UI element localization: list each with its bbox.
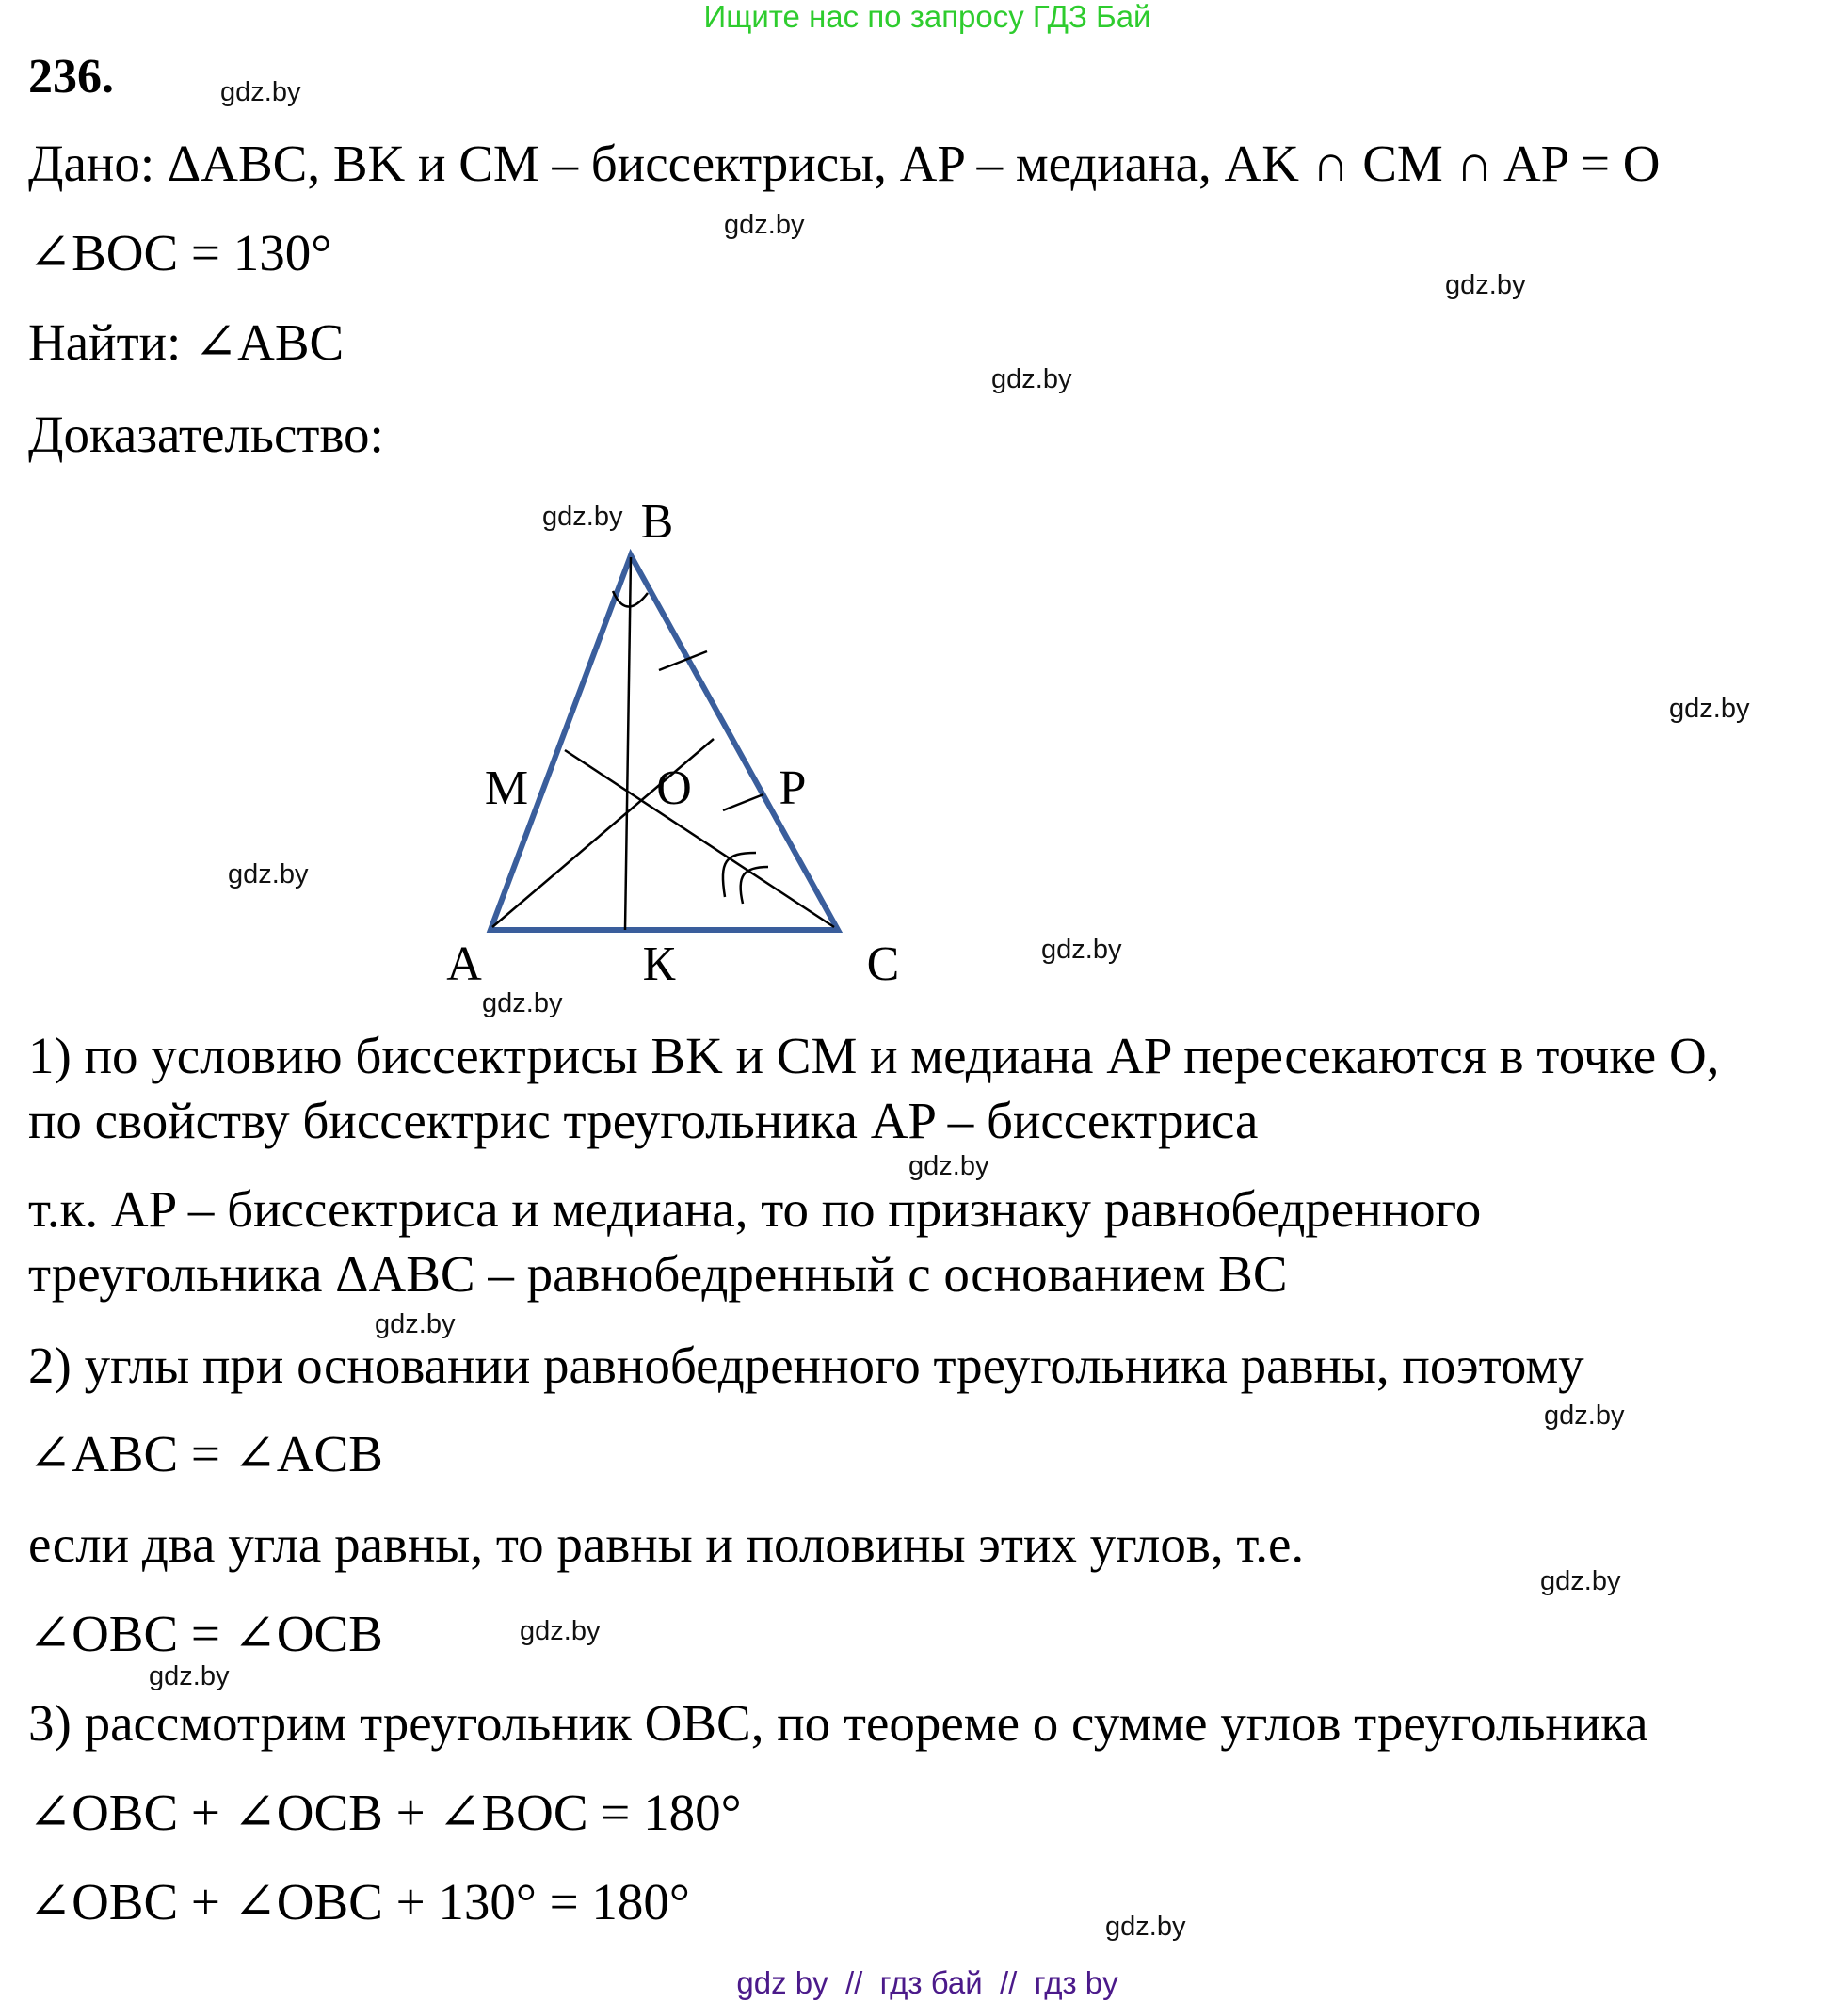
watermark: gdz.by: [1105, 1912, 1186, 1942]
point-label-p: P: [779, 761, 807, 815]
point-label-k: К: [642, 937, 676, 991]
proof-line-7: если два угла равны, то равны и половины этих углов, т.е.: [28, 1515, 1305, 1573]
watermark: gdz.by: [220, 77, 301, 107]
problem-number: 236.: [28, 50, 114, 104]
proof-heading: Доказательство:: [28, 406, 384, 463]
angle-arc-c-2: [741, 867, 768, 904]
given-line-2: ∠BOC = 130°: [28, 224, 332, 281]
watermark: gdz.by: [908, 1151, 989, 1181]
footer-links[interactable]: gdz by // гдз бай // гдз by: [736, 1965, 1118, 2000]
tick-mark-pc: [723, 794, 763, 810]
watermark: gdz.by: [520, 1616, 601, 1646]
find-line: Найти: ∠ABC: [28, 313, 345, 371]
vertex-label-a: A: [446, 937, 482, 991]
proof-line-3: т.к. AP – биссектриса и медиана, то по признаку равнобедренного: [28, 1180, 1482, 1238]
watermark: gdz.by: [1445, 270, 1526, 300]
watermark: gdz.by: [542, 502, 623, 532]
watermark: gdz.by: [228, 859, 309, 889]
vertex-label-c: C: [866, 937, 900, 991]
search-banner[interactable]: Ищите нас по запросу ГДЗ Бай: [703, 0, 1151, 34]
watermark: gdz.by: [1544, 1401, 1625, 1431]
watermark: gdz.by: [1041, 935, 1122, 965]
bisector-bk: [625, 557, 631, 930]
vertex-label-b: B: [640, 495, 674, 549]
proof-line-10: ∠OBC + ∠OCB + ∠BOC = 180°: [28, 1784, 742, 1841]
proof-line-8: ∠OBC = ∠OCB: [28, 1605, 383, 1662]
watermark: gdz.by: [482, 988, 563, 1018]
watermark: gdz.by: [149, 1661, 230, 1691]
proof-line-9: 3) рассмотрим треугольник OBC, по теореме о сумме углов треугольника: [28, 1694, 1648, 1752]
point-label-o: O: [656, 761, 692, 815]
watermark: gdz.by: [1540, 1566, 1621, 1596]
given-line-1: Дано: ΔABC, BK и CM – биссектрисы, AP – медиана, AK ∩ CM ∩ AP = O: [28, 135, 1661, 192]
watermark: gdz.by: [991, 364, 1072, 394]
watermark: gdz.by: [724, 210, 805, 240]
watermark: gdz.by: [375, 1309, 456, 1339]
proof-line-6: ∠ABC = ∠ACB: [28, 1425, 383, 1482]
angle-arc-c-1: [723, 853, 756, 897]
proof-line-5: 2) углы при основании равнобедренного треугольника равны, поэтому: [28, 1337, 1584, 1394]
proof-line-4: треугольника ΔABC – равнобедренный с основанием BC: [28, 1245, 1288, 1303]
watermark: gdz.by: [1669, 694, 1750, 724]
proof-line-2: по свойству биссектрис треугольника AP – биссектриса: [28, 1092, 1259, 1149]
triangle-abc: [490, 555, 838, 930]
proof-line-1: 1) по условию биссектрисы BK и CM и медиана AP пересекаются в точке O,: [28, 1027, 1720, 1084]
proof-line-11: ∠OBC + ∠OBC + 130° = 180°: [28, 1873, 690, 1930]
point-label-m: M: [484, 761, 529, 815]
